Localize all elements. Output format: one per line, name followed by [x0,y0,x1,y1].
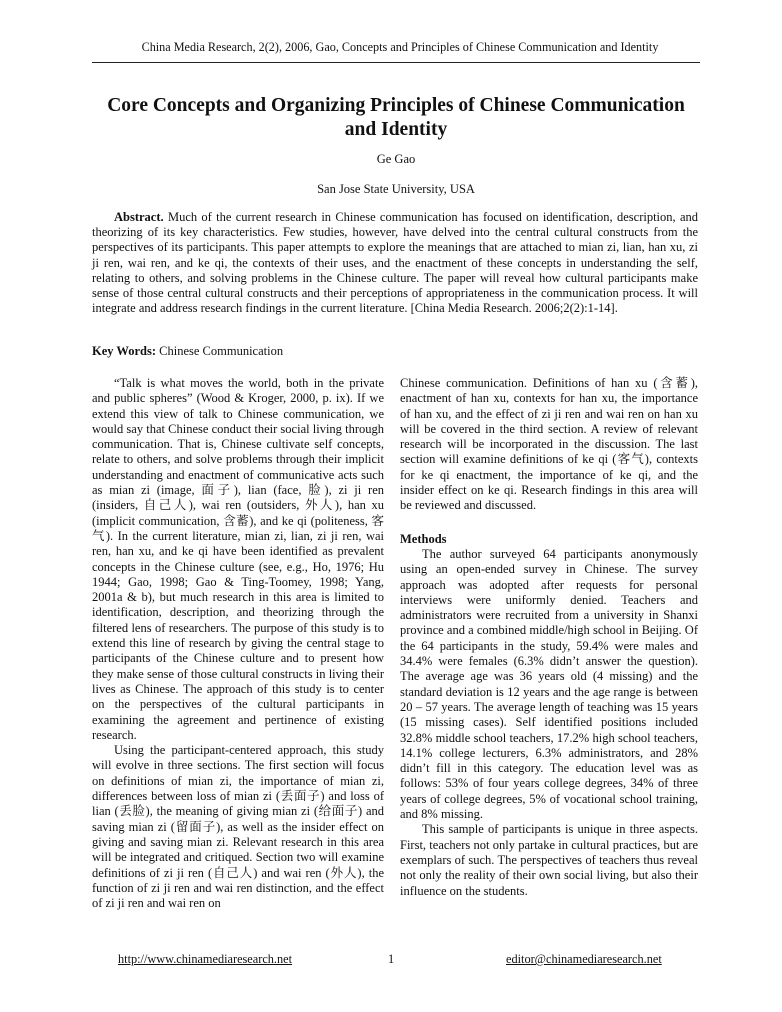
abstract-text: Much of the current research in Chinese communication has focused on identification, description, and theorizing of its key characteristics. Few studies, however, have delved into the central cultural constructs from the perspectives of its participants. This paper attempts to explore the meanings that are attached to mian zi, lian, han xu, zi ji ren, wai ren, and ke qi, the contexts of their uses, and the enactment of these concepts in understanding the self, relating to others, and solving problems in the Chinese culture. The paper will reveal how cultural participants make sense of those central cultural constructs and their perceptions of appropriateness in the communication process. It will integrate and address research findings in the current literature. [China Media Research. 2006;2(2):1-14]. [92,210,699,316]
keywords-text: Chinese Communication [159,344,284,358]
author: Ge Gao [376,152,416,166]
body-paragraph: “Talk is what moves the world, both in the private and public spheres” (Wood & Kroger, 2000, p. ix). If we extend this view of talk to Chinese communication, we would say that Chinese conduct their social living through communication. That is, Chinese cultivate self concepts, relate to others, and solve problems through their implicit understanding and enactment of communicative acts such as mian zi (image, 面子), lian (face, 脸), zi ji ren (insiders, 自己人), wai ren (outsiders, 外人), han xu (implicit communication, 含蓄), and ke qi (politeness, 客气). In the current literature, mian zi, lian, zi ji ren, wai ren, han xu, and ke qi have been identified as prevalent concepts in the Chinese culture (see, e.g., Ho, 1976; Hu 1944; Gao, 1998; Gao & Ting-Toomey, 1998; Yang, 2001a & b), but much research in this area is limited to identification, description, and theorizing through the filtered lens of researchers. The purpose of this study is to extend this line of research by giving the central stage to participants of the Chinese culture and to present how they make sense of those cultural constructs in living their lives as Chinese. The approach of this study is to center on the perspectives of the cultural participants in examining the agreement and pertinence of existing research. [92,376,384,742]
keywords [92,344,283,359]
paper-title: Core Concepts and Organizing Principles of Chinese Communication and Identity [107,95,685,140]
abstract [92,210,698,316]
right-column [400,376,698,899]
section-heading-methods: Methods [400,531,447,546]
affiliation: San Jose State University, USA [317,182,475,196]
abstract-label: Abstract. [114,210,164,224]
body-paragraph: This sample of participants is unique in three aspects. First, teachers not only partake in cultural practices, but are exemplars of such. The perspectives of teachers thus reveal not only the reality of their own social living, but also their influence on the students. [400,822,698,898]
body-paragraph: The author surveyed 64 participants anonymously using an open-ended survey in Chinese. The survey approach was adopted after requests for personal interviews were uniformly denied. Teachers and administrators were recruited from a university in Shanxi province and a combined middle/high school in Beijing. Of the 64 participants in the study, 59.4% were males and 34.4% were females (6.3% didn’t answer the question). The average age was 36 years old (4 missing) and the standard deviation is 12 years and the age range is between 20 – 57 years. The average length of teaching was 15 years (15 missing cases). Self identified positions included 32.8% middle school teachers, 17.2% high school teachers, 14.1% college lecturers, 6.3% administrators, and 28% didn’t fill in this category. The education level was as follows: 53% of four years college degrees, 34% of three years of college degrees, 5% of vocational school training, and 8% missing. [400,546,698,822]
left-column [92,376,384,911]
running-header: China Media Research, 2(2), 2006, Gao, Concepts and Principles of Chinese Communication and Identity [141,40,659,54]
page-number: 1 [388,952,395,966]
keywords-label: Key Words: [92,344,157,358]
footer-url-link[interactable]: http://www.chinamediaresearch.net [118,952,293,966]
body-paragraph: Using the participant-centered approach, this study will evolve in three sections. The first section will focus on definitions of mian zi, the importance of mian zi, differences between loss of mian zi (丢面子) and loss of lian (丢脸), the meaning of giving mian zi (给面子) and saving mian zi (留面子), as well as the insider effect on giving and saving mian zi. Relevant research in this area will be integrated and critiqued. Section two will examine definitions of zi ji ren (自己人) and wai ren (外人), the function of zi ji ren and wai ren distinction, and the effect of zi ji ren and wai ren on [92,743,384,911]
header-rule [92,62,700,63]
body-paragraph: Chinese communication. Definitions of han xu (含蓄), enactment of han xu, contexts for han xu, the importance of han xu, and the effect of zi ji ren and wai ren on han xu will be covered in the third section. A review of relevant research will be incorporated in the discussion. The last section will examine definitions of ke qi (客气), contexts for ke qi enactment, the importance of ke qi, and the insider effect on ke qi. Research findings in this area will be reviewed and discussed. [400,376,698,513]
footer-email-link[interactable]: editor@chinamediaresearch.net [506,952,662,966]
